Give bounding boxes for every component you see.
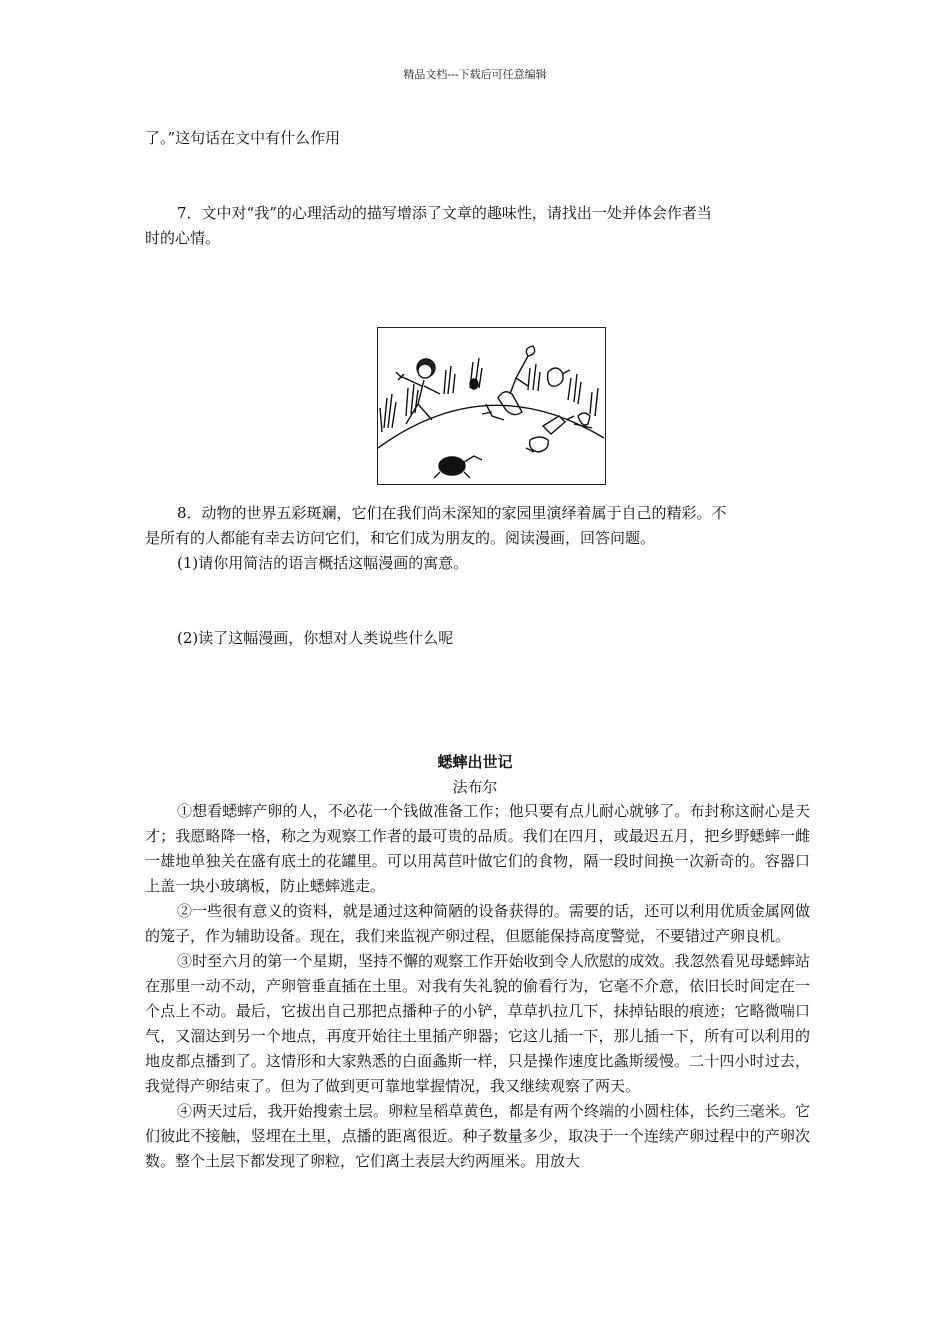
article-paragraph-2: ②一些很有意义的资料，就是通过这种简陋的设备获得的。需要的话，还可以利用优质金属网做的笼子，作为辅助设备。现在，我们来监视产卵过程，但愿能保持高度警觉，不要错过产卵良机。 [145, 902, 810, 945]
q7-text: ．文中对“我”的心理活动的描写增添了文章的趣味性，请找出一处并体会作者当 [186, 204, 712, 222]
q8-sub2: (2)读了这幅漫画，你想对人类说些什么呢 [177, 629, 454, 647]
q8-line1 [177, 503, 727, 523]
q7-number: 7 [177, 204, 187, 222]
q8-text: ．动物的世界五彩斑斓，它们在我们尚未深知的家园里演绎着属于自己的精彩。不 [186, 504, 727, 522]
article-paragraph-4: ④两天过后，我开始搜索土层。卵粒呈稻草黄色，都是有两个终端的小圆柱体，长约三毫米。它们彼此不接触，竖埋在土里，点播的距离很近。种子数量多少，取决于一个连续产卵过程中的产卵次数。整个土层下都发现了卵粒，它们离土表层大约两厘米。用放大 [145, 1102, 810, 1170]
cartoon-animals-fleeing-human-icon [378, 328, 604, 483]
article-paragraph-1: ①想看蟋蟀产卵的人，不必花一个钱做准备工作；他只要有点儿耐心就够了。布封称这耐心是天才；我愿略降一格，称之为观察工作者的最可贵的品质。我们在四月，或最迟五月，把乡野蟋蟀一雌一雄地单独关在盛有底土的花罐里。可以用莴苣叶做它们的食物，隔一段时间换一次新奇的。容器口上盖一块小玻璃板，防止蟋蟀逃走。 [145, 802, 810, 895]
page-header: 精品文档---下载后可任意编辑 [403, 68, 547, 81]
article-body [145, 799, 810, 1174]
q8-line2: 是所有的人都能有幸去访问它们，和它们成为朋友的。阅读漫画，回答问题。 [145, 529, 656, 547]
article-author: 法布尔 [452, 778, 498, 796]
q6-tail: 了。”这句话在文中有什么作用 [145, 129, 341, 147]
q7-line2: 时的心情。 [145, 229, 221, 247]
article-title: 蟋蟀出世记 [437, 753, 513, 771]
q8-number: 8 [177, 504, 187, 522]
cartoon-image [377, 327, 606, 485]
q8-sub1: (1)请你用简洁的语言概括这幅漫画的寓意。 [177, 554, 469, 572]
article-paragraph-3: ③时至六月的第一个星期，坚持不懈的观察工作开始收到令人欣慰的成效。我忽然看见母蟋蟀站在那里一动不动，产卵管垂直插在土里。对我有失礼貌的偷看行为，它毫不介意，依旧长时间定在一个点上不动。最后，它拔出自己那把点播种子的小铲，草草扒拉几下，抹掉钻眼的痕迹；它略微喘口气，又溜达到另一个地点，再度开始往土里插产卵器；它这儿插一下，那儿插一下，所有可以利用的地皮都点播到了。这情形和大家熟悉的白面螽斯一样，只是操作速度比螽斯缓慢。二十四小时过去，我觉得产卵结束了。但为了做到更可靠地掌握情况，我又继续观察了两天。 [145, 952, 810, 1095]
q7-line1 [177, 203, 712, 223]
